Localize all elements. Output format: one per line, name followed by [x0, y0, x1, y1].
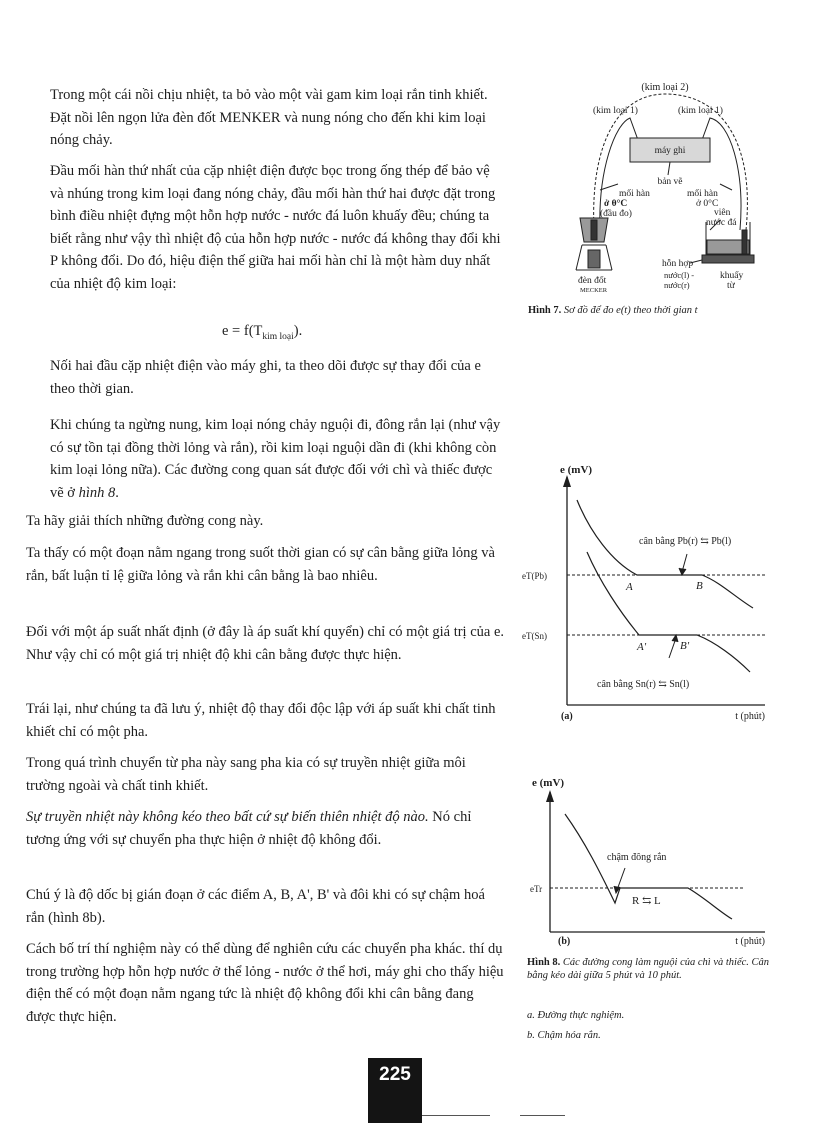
paragraph-12: Cách bố trí thí nghiệm này có thể dùng để nghiên cứu các chuyển pha khác. thí dụ trong trường hợp hỗn hợp nước ở thể lỏng - nước ở thể hơi, máy ghi cho thấy hiệu điện thế có một đoạn nằm ngang tức là nhiệt độ không đổi khi cân bằng đang được thực hiện.: [26, 941, 504, 1025]
fig8a-label-e-sn: eT(Sn): [522, 631, 547, 641]
paragraph-1: Trong một cái nồi chịu nhiệt, ta bỏ vào một vài gam kim loại rắn tinh khiết. Đặt nồi lên ngọn lửa đèn đốt MENKER và nung nóng cho đến khi kim loại nóng chảy.: [50, 87, 488, 148]
paragraph-5: Ta hãy giải thích những đường cong này.: [26, 513, 264, 529]
label-tu: từ: [727, 281, 735, 291]
label-o-theta: ở θ°C: [604, 199, 628, 209]
label-khuay: khuấy: [720, 271, 744, 281]
fig8a-point-A-prime: A': [637, 641, 647, 653]
fig8a-point-A: A: [626, 581, 633, 593]
label-nuoc-r: nước(r): [664, 280, 690, 290]
paragraph-11: Chú ý là độ dốc bị gián đoạn ở các điểm A, B, A', B' và đôi khi có sự chậm hoá rắn (hình 8b).: [26, 887, 485, 926]
label-may-ghi: máy ghi: [654, 146, 686, 156]
label-nuoc-l: nước(l) -: [664, 270, 695, 280]
label-ban-ve: bản vẽ: [657, 177, 683, 187]
fig8a-label-eq-sn: cân bằng Sn(r) ⇆ Sn(l): [597, 679, 690, 690]
figure-8-note-a: a. Đường thực nghiệm.: [527, 1010, 625, 1021]
label-dau-do: (đầu đo): [600, 209, 632, 219]
label-kim-loai-2: (kim loại 2): [641, 82, 689, 93]
fig8a-y-axis-label: e (mV): [560, 464, 593, 476]
figure-8b: [520, 772, 780, 952]
footer-rule-left: [422, 1115, 490, 1116]
fig8b-y-axis-label: e (mV): [532, 777, 565, 789]
label-moi-han-left: mối hàn: [619, 189, 650, 199]
paragraph-4: Khi chúng ta ngừng nung, kim loại nóng chảy nguội đi, đông rắn lại (như vậy có sự tồn tại đồng thời lỏng và rắn), rồi kim loại nguội dần đi (khi không còn kim loại lỏng nữa). Các đường cong quan sát được đối với chì và thiếc được vẽ ở hình 8.: [50, 417, 501, 501]
fig8a-label-e-pb: eT(Pb): [522, 571, 547, 581]
fig8a-label-eq-pb: cân bằng Pb(r) ⇆ Pb(l): [639, 536, 732, 547]
label-o-0c: ở 0°C: [696, 199, 719, 209]
equation-e: $e = f(T_{kim loại})$.: [222, 323, 303, 342]
fig8a-x-axis-label: t (phút): [735, 711, 765, 722]
figure-8-caption: Hình 8. Các đường cong làm nguội của chì và thiếc. Cân bằng kéo dài giữa 5 phút và 10 phút.: [527, 957, 770, 981]
footer-rule-right: [520, 1115, 565, 1116]
label-mecker: MECKER: [580, 287, 608, 294]
page-number: 225: [368, 1058, 422, 1123]
label-kim-loai-1a: (kim loại 1): [593, 106, 638, 116]
paragraph-7: Đối với một áp suất nhất định (ở đây là áp suất khí quyển) chỉ có một giá trị của e. Như vậy chỉ có một giá trị nhiệt độ khi cân bằng được thực hiện.: [26, 624, 505, 663]
paragraph-3: Nối hai đầu cặp nhiệt điện vào máy ghi, ta theo dõi được sự thay đổi của e theo thời gian.: [50, 358, 481, 397]
figure-8a: [520, 462, 780, 727]
fig8a-point-B-prime: B': [680, 640, 690, 652]
label-den-dot: đèn đốt: [578, 276, 607, 286]
label-vien: viên: [714, 208, 731, 218]
fig8b-label-delay: chậm đông rắn: [607, 852, 667, 863]
paragraph-8: Trái lại, như chúng ta đã lưu ý, nhiệt độ thay đổi độc lập với áp suất khi chất tinh khiết chỉ có một pha.: [26, 701, 496, 740]
label-moi-han-right: mối hàn: [687, 189, 718, 199]
fig8a-point-B: B: [696, 580, 703, 592]
figure-7-caption: Hình 7. Sơ đồ để đo e(t) theo thời gian t: [528, 305, 698, 316]
label-hon-hop: hỗn hợp: [662, 259, 694, 269]
fig8b-x-axis-label: t (phút): [735, 936, 765, 947]
paragraph-2: Đầu mối hàn thứ nhất của cặp nhiệt điện được bọc trong ống thép để bảo vệ và nhúng trong kim loại đang nóng chảy, đầu mối hàn thứ hai được đặt trong bình điều nhiệt đựng một hỗn hợp nước - nước đá luôn khuấy đều; chúng ta biết rằng như vậy thì nhiệt độ của hỗn hợp nước - nước đá không thay đổi khi P không đổi. Do đó, hiệu điện thế giữa hai mối hàn chỉ là một hàm duy nhất của nhiệt độ kim loại:: [50, 163, 501, 292]
paragraph-10: Sự truyền nhiệt này không kéo theo bất cứ sự biến thiên nhiệt độ nào. Nó chỉ tương ứng với sự chuyển pha thực hiện ở nhiệt độ không đổi.: [26, 809, 472, 848]
figure-7-diagram: [560, 80, 790, 295]
fig8b-label-e-t: eTr: [530, 884, 543, 894]
fig8b-panel-label: (b): [558, 936, 571, 947]
label-kim-loai-1b: (kim loại 1): [678, 106, 723, 116]
fig8a-panel-label: (a): [561, 711, 573, 722]
paragraph-9: Trong quá trình chuyển từ pha này sang pha kia có sự truyền nhiệt giữa môi trường ngoài và chất tinh khiết.: [26, 755, 466, 794]
paragraph-6: Ta thấy có một đoạn nằm ngang trong suốt thời gian có sự cân bằng giữa lỏng và rắn, bất luận tỉ lệ giữa lỏng và rắn khi cân bằng là bao nhiêu.: [26, 545, 495, 584]
fig8b-label-rl: R ⇆ L: [632, 895, 661, 907]
figure-8-note-b: b. Chậm hóa rắn.: [527, 1030, 601, 1041]
label-nuoc-da: nước đá: [706, 218, 737, 228]
